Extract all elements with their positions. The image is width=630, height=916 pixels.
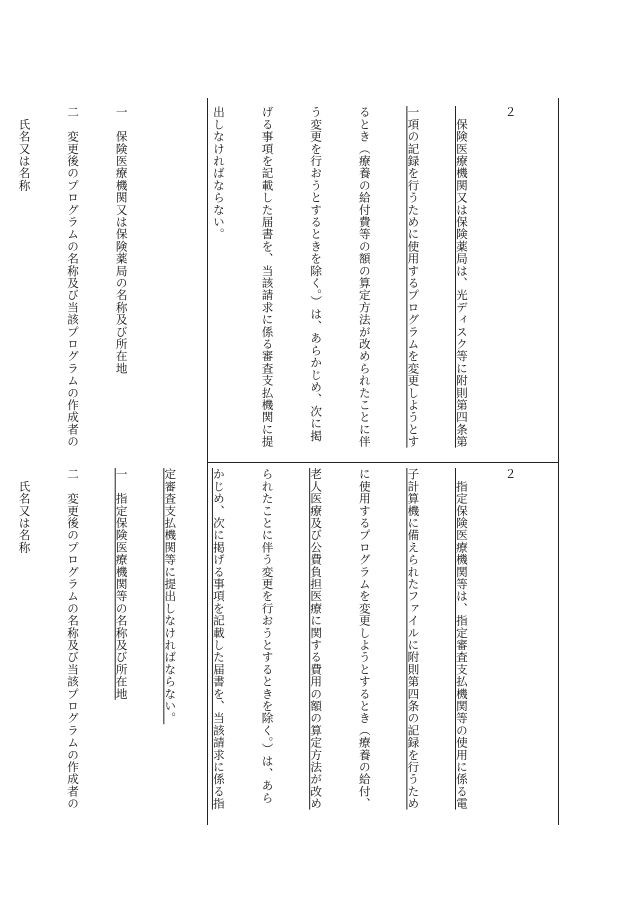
- regulation-text-current: [0, 106, 551, 456]
- regulation-text-amended: [0, 468, 551, 818]
- list-item: 一 指定保険医療機関等の名称及び所在地: [114, 468, 129, 700]
- paragraph-number: ２: [503, 106, 518, 119]
- paragraph-number: ２: [503, 468, 518, 481]
- section-divider: [207, 462, 558, 463]
- list-item: 二 変更後のプログラムの名称及び当該プログラムの作成者の: [66, 468, 81, 810]
- text-line: げる事項を記載した届書を、当該請求に係る審査支払機関に提: [260, 106, 275, 448]
- text-line: 一項の記録を行うために使用するプログラムを変更しようとす: [406, 106, 421, 448]
- list-item: 氏名又は名称: [17, 468, 32, 554]
- list-item: 二 変更後のプログラムの名称及び当該プログラムの作成者の: [66, 106, 81, 448]
- text-line: 指定保険医療機関等は、指定審査支払機関等の使用に係る電: [454, 468, 469, 810]
- list-item: 氏名又は名称: [17, 106, 32, 192]
- text-line: られたことに伴う変更を行おうとするときを除く。）は、あら: [260, 468, 275, 804]
- text-line: るとき（療養の給付費等の額の算定方法が改められたことに伴: [357, 106, 372, 448]
- text-line: 定審査支払機関等に提出しなければならない。: [163, 468, 178, 725]
- text-line-spacer: [162, 106, 178, 456]
- text-line: 出しなければならない。: [211, 106, 226, 241]
- text-line: かじめ、次に掲げる事項を記載した届書を、当該請求に係る指: [211, 468, 226, 810]
- text-line: 子計算機に備えられたファイルに附則第四条の記録を行うため: [406, 468, 421, 810]
- text-line: に使用するプログラムを変更しようとするとき（療養の給付、: [357, 468, 372, 810]
- list-item: 一 保険医療機関又は保険薬局の名称及び所在地: [114, 106, 129, 375]
- text-line: 老人医療及び公費負担医療に関する費用の額の算定方法が改め: [309, 468, 324, 810]
- text-line: う変更を行おうとするときを除く。）は、あらかじめ、次に掲: [309, 106, 324, 442]
- text-line: 保険医療機関又は保険薬局は、光ディスク等に附則第四条第: [454, 106, 469, 448]
